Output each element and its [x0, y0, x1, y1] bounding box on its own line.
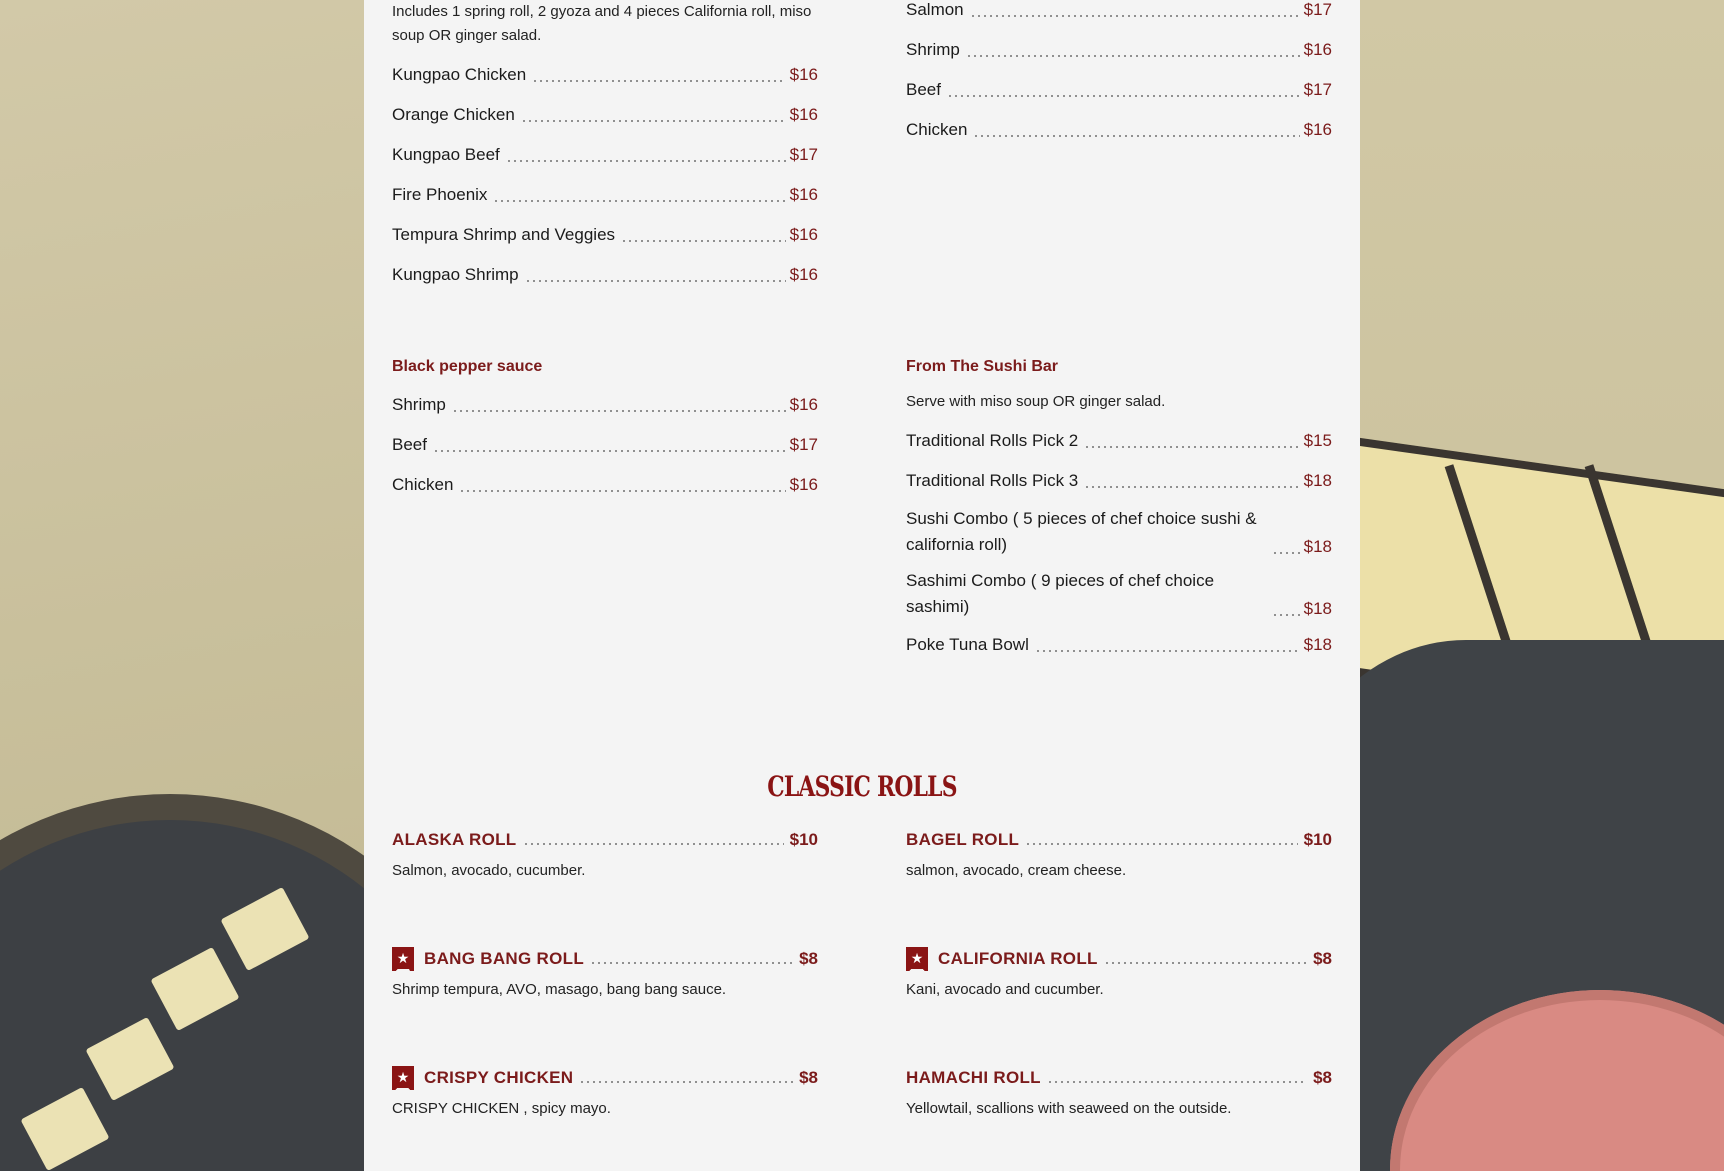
- dot-leader: [1025, 843, 1297, 845]
- menu-item-price: $17: [1303, 80, 1332, 99]
- dot-leader: [590, 962, 793, 964]
- menu-item-name: Traditional Rolls Pick 3: [906, 471, 1079, 490]
- dot-leader: [452, 410, 786, 412]
- menu-item-row: [392, 184, 818, 206]
- roll-price: $8: [799, 1068, 818, 1087]
- menu-item-row: [906, 119, 1332, 141]
- roll-name: CRISPY CHICKEN: [424, 1068, 574, 1087]
- roll-name: HAMACHI ROLL: [906, 1068, 1041, 1087]
- menu-item-price: $16: [789, 185, 818, 204]
- dot-leader: [532, 80, 785, 82]
- menu-panel: [364, 0, 1360, 1171]
- dot-leader: [579, 1081, 793, 1083]
- roll-price: $8: [1313, 1068, 1332, 1087]
- menu-item-name: Kungpao Shrimp: [392, 265, 519, 284]
- roll-price: $8: [799, 949, 818, 968]
- menu-item-price: $16: [789, 105, 818, 124]
- roll-price: $8: [1313, 949, 1332, 968]
- menu-item-row: [906, 568, 1332, 620]
- lunch-combo-description: Includes 1 spring roll, 2 gyoza and 4 pieces California roll, miso soup OR ginger salad.: [392, 3, 812, 44]
- menu-item-name: Shrimp: [392, 395, 446, 414]
- menu-item-price: $16: [789, 225, 818, 244]
- roll-description: Salmon, avocado, cucumber.: [392, 862, 586, 879]
- dot-leader: [523, 843, 784, 845]
- dot-leader: [1272, 614, 1300, 616]
- menu-item-price: $18: [1303, 635, 1332, 654]
- dot-leader: [506, 160, 786, 162]
- dot-leader: [970, 15, 1300, 17]
- background-left: [0, 0, 364, 1171]
- menu-item-name: Chicken: [906, 120, 968, 139]
- classic-rolls-right: [906, 826, 1332, 1117]
- roll-name: CALIFORNIA ROLL: [938, 949, 1098, 968]
- menu-item-price: $15: [1303, 431, 1332, 450]
- star-badge-icon: ★: [906, 947, 928, 969]
- dot-leader: [1084, 486, 1299, 488]
- roll-description: Yellowtail, scallions with seaweed on the outside.: [906, 1100, 1232, 1117]
- menu-item-price: $18: [1303, 537, 1332, 556]
- menu-item-price: $16: [789, 475, 818, 494]
- menu-item-name: Salmon: [906, 0, 964, 19]
- dot-leader: [433, 450, 786, 452]
- top-right-section: [906, 0, 1332, 141]
- menu-item-row: [392, 224, 818, 246]
- roll-item: [392, 945, 818, 998]
- menu-item-row: [392, 264, 818, 286]
- menu-item-row: [906, 470, 1332, 492]
- menu-item-row: [392, 64, 818, 86]
- roll-item: [392, 1064, 818, 1117]
- roll-description: Kani, avocado and cucumber.: [906, 981, 1104, 998]
- menu-item-name: Kungpao Beef: [392, 145, 500, 164]
- star-badge-icon: ★: [392, 1066, 414, 1088]
- dot-leader: [621, 240, 786, 242]
- black-pepper-section: [392, 356, 818, 496]
- menu-item-name: Sushi Combo ( 5 pieces of chef choice sushi & california roll): [906, 509, 1257, 554]
- roll-price: $10: [1303, 830, 1332, 849]
- dot-leader: [966, 55, 1300, 57]
- menu-item-row: [906, 506, 1332, 558]
- menu-item-row: [392, 474, 818, 496]
- classic-rolls-title: CLASSIC ROLLS: [767, 770, 957, 803]
- menu-item-row: [392, 144, 818, 166]
- menu-item-name: Traditional Rolls Pick 2: [906, 431, 1079, 450]
- menu-item-row: [392, 434, 818, 456]
- menu-item-row: [392, 394, 818, 416]
- dot-leader: [1104, 962, 1307, 964]
- menu-item-name: Fire Phoenix: [392, 185, 488, 204]
- menu-item-name: Shrimp: [906, 40, 960, 59]
- roll-item: [392, 826, 818, 879]
- menu-item-price: $16: [1303, 40, 1332, 59]
- dot-leader: [947, 95, 1300, 97]
- dot-leader: [521, 120, 786, 122]
- sushi-bar-description: Serve with miso soup OR ginger salad.: [906, 393, 1166, 410]
- roll-item: [906, 945, 1332, 998]
- menu-item-row: [906, 79, 1332, 101]
- dot-leader: [525, 280, 786, 282]
- menu-item-name: Beef: [392, 435, 427, 454]
- menu-item-price: $16: [1303, 120, 1332, 139]
- star-badge-icon: ★: [392, 947, 414, 969]
- dot-leader: [1035, 650, 1300, 652]
- menu-item-price: $18: [1303, 471, 1332, 490]
- dot-leader: [1272, 552, 1300, 554]
- roll-name: BAGEL ROLL: [906, 830, 1020, 849]
- dot-leader: [1047, 1081, 1307, 1083]
- roll-description: Shrimp tempura, AVO, masago, bang bang sauce.: [392, 981, 727, 998]
- roll-item: [906, 826, 1332, 879]
- menu-item-price: $16: [789, 65, 818, 84]
- roll-item: [906, 1064, 1332, 1117]
- menu-item-name: Orange Chicken: [392, 105, 515, 124]
- dot-leader: [973, 135, 1299, 137]
- menu-item-price: $18: [1303, 599, 1332, 618]
- background-right: [1360, 0, 1724, 1171]
- menu-item-row: [906, 0, 1332, 21]
- menu-item-name: Sashimi Combo ( 9 pieces of chef choice sashimi): [906, 571, 1215, 616]
- section-title: From The Sushi Bar: [906, 358, 1059, 375]
- menu-item-price: $17: [789, 435, 818, 454]
- classic-rolls-left: [392, 826, 818, 1117]
- roll-price: $10: [789, 830, 818, 849]
- menu-item-price: $17: [1303, 0, 1332, 19]
- menu-item-price: $16: [789, 395, 818, 414]
- section-title: Black pepper sauce: [392, 358, 543, 375]
- roll-description: salmon, avocado, cream cheese.: [906, 862, 1127, 879]
- roll-description: CRISPY CHICKEN , spicy mayo.: [392, 1100, 611, 1117]
- dot-leader: [459, 490, 785, 492]
- roll-name: BANG BANG ROLL: [424, 949, 585, 968]
- menu-item-name: Chicken: [392, 475, 454, 494]
- menu-item-name: Beef: [906, 80, 941, 99]
- menu-item-price: $16: [789, 265, 818, 284]
- menu-item-row: [906, 39, 1332, 61]
- menu-item-row: [392, 104, 818, 126]
- dot-leader: [493, 200, 785, 202]
- menu-item-name: Poke Tuna Bowl: [906, 635, 1029, 654]
- menu-item-name: Kungpao Chicken: [392, 65, 527, 84]
- dot-leader: [1084, 446, 1299, 448]
- menu-item-price: $17: [789, 145, 818, 164]
- menu-item-row: [906, 634, 1332, 656]
- menu-item-name: Tempura Shrimp and Veggies: [392, 225, 616, 244]
- sushi-bar-section: [906, 356, 1332, 656]
- roll-name: ALASKA ROLL: [392, 830, 517, 849]
- menu-item-row: [906, 430, 1332, 452]
- lunch-combo-section: [392, 0, 818, 286]
